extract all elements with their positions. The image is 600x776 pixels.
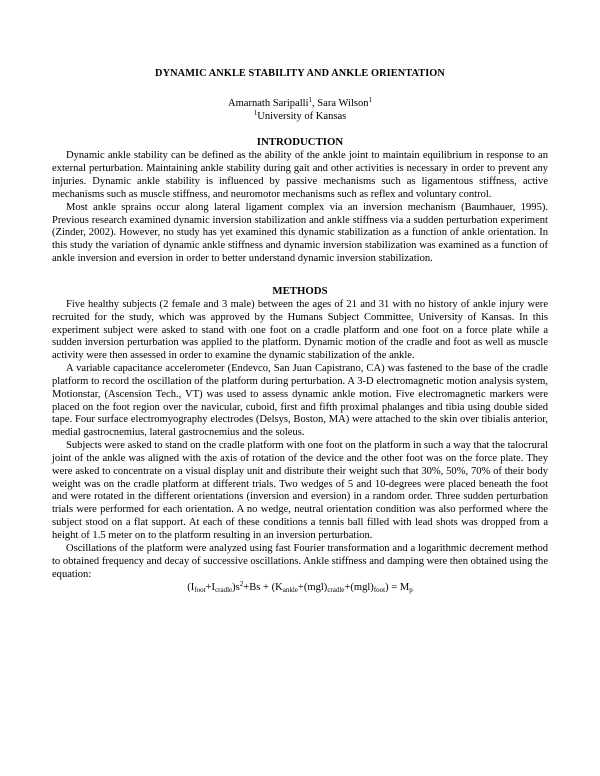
paper-title: DYNAMIC ANKLE STABILITY AND ANKLE ORIENTATION: [155, 68, 445, 79]
section-heading-introduction: INTRODUCTION: [256, 135, 344, 148]
eq-part: +Bs + (K: [243, 582, 283, 594]
paragraph: Dynamic ankle stability can be defined as the ability of the ankle joint to maintain equilibrium in response to an external perturbation. Maintaining ankle stability during gait and other activities is necessary in order to prevent any injuries. Dynamic ankle stability is influenced by passive mechanisms such as ligamentous stiffness, active mechanisms such as muscle stiffness, and neuromotor mechanisms such as reflex and voluntary control.: [52, 150, 548, 200]
paragraph: A variable capacitance accelerometer (Endevco, San Juan Capistrano, CA) was fastened to the base of the cradle platform to record the oscillation of the platform during perturbation. A 3-D electromagnetic motion analysis system, Motionstar, (Ascension Tech., VT) was used to assess dynamic ankle motion. Five electromagnetic markers were placed on the foot region over the navicular, cuboid, first and fifth proximal phalanges and tibia using double sided tape. Four surface electromyography electrodes (Delsys, Boston, MA) were attached to the skin over tibialis anterior, medial gastrocnemius, lateral gastrocnemius and the soleus.: [52, 363, 548, 439]
document-page: [52, 68, 548, 595]
eq-part: +(mgl): [297, 582, 328, 594]
eq-part: +I: [205, 582, 216, 594]
affiliation-mark: 1: [253, 108, 258, 117]
eq-part: (I: [187, 582, 195, 594]
paragraph: Subjects were asked to stand on the cradle platform with one foot on the platform in such a way that the talocrural joint of the ankle was aligned with the axis of rotation of the device and the other foot was on the force plate. They were asked to concentrate on a visual display unit and distribute their weight such that 30%, 50%, 70% of their body weight was on the cradle platform at different trials. Two wedges of 5 and 10-degrees were placed beneath the foot and were rotated in the different orientations (inversion and eversion) in a random order. Three sudden perturbation trials were performed for each orientation. A no wedge, neutral orientation condition was also performed where the subject stood on a flat support. At each of these conditions a tennis ball filled with lead shots was dropped from a height of 1.5 meter on to the platform resulting in an inversion perturbation.: [52, 440, 548, 541]
author-name: Amarnath Saripalli: [227, 97, 309, 109]
author-affiliation-mark: 1: [308, 95, 313, 104]
paragraph: Oscillations of the platform were analyzed using fast Fourier transformation and a logarithmic decrement method to obtained frequency and decay of successive oscillations. Ankle stiffness and damping were then obtained using the equation:: [52, 542, 548, 580]
paragraph: Five healthy subjects (2 female and 3 male) between the ages of 21 and 31 with no history of ankle injury were recruited for the study, which was approved by the Humans Subject Committee, University of Kansas. In this experiment subject were asked to stand with one foot on a cradle platform and one foot on a force plate while a sudden inversion perturbation was applied to the platform. Dynamic motion of the cradle and foot as well as muscle activity were then assessed in order to examine the dynamic stabilization of the ankle.: [52, 298, 548, 362]
section-heading-methods: METHODS: [272, 284, 328, 297]
eq-subscript: foot: [194, 586, 206, 595]
eq-subscript: p: [409, 586, 413, 595]
eq-subscript: cradle: [327, 586, 345, 595]
eq-subscript: cradle: [215, 586, 233, 595]
eq-subscript: foot: [373, 586, 386, 595]
eq-part: +(mgl): [344, 582, 374, 594]
eq-part: )s: [232, 582, 240, 594]
author-line: [52, 95, 548, 111]
affiliation-name: University of Kansas: [257, 110, 347, 122]
eq-part: ) = M: [385, 582, 410, 594]
author-name: Sara Wilson: [317, 97, 369, 109]
eq-subscript: ankle: [282, 586, 298, 595]
paragraph: Most ankle sprains occur along lateral ligament complex via an inversion mechanism (Baumhauer, 1995). Previous research examined dynamic inversion stabilization and ankle stiffness via a sudden perturbation experiment (Zinder, 2002). However, no study has yet examined this dynamic stabilization as a function of ankle orientation. In this study the variation of dynamic ankle stiffness and dynamic inversion stabilization was examined as a function of ankle inversion and eversion in order to better understand dynamic inversion stabilization.: [52, 201, 548, 265]
author-affiliation-mark: 1: [368, 95, 373, 104]
affiliation-line: [52, 108, 548, 124]
eq-superscript: 2: [239, 580, 244, 589]
author-separator: ,: [312, 97, 318, 109]
equation: [52, 582, 548, 595]
